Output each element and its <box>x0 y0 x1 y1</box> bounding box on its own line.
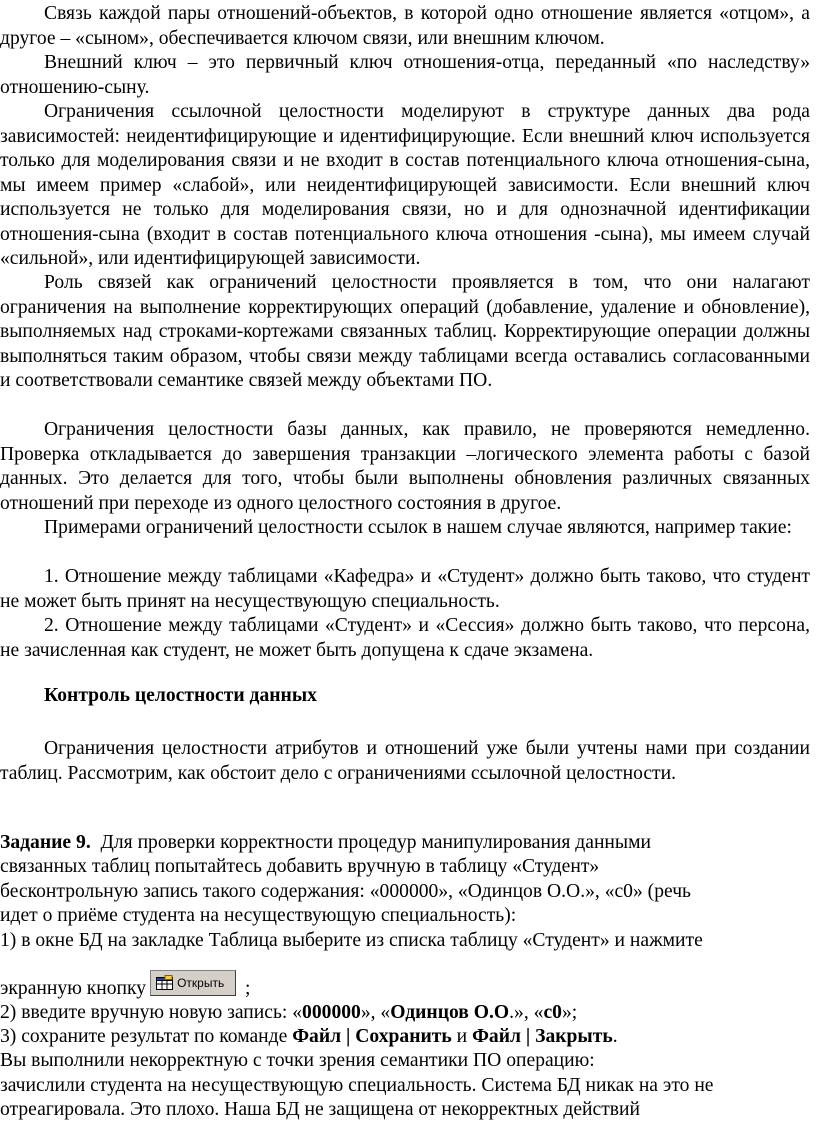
open-table-icon <box>156 975 173 990</box>
task-line-2: связанных таблиц попытайтесь добавить вручную в таблицу «Студент» <box>0 856 600 877</box>
command-file-close: Файл | Закрыть <box>472 1026 613 1047</box>
section-heading: Контроль целостности данных <box>44 685 317 706</box>
list-item-2: 2. Отношение между таблицами «Студент» и «Сессия» должно быть таково, что персона, не зачисленная как студент, не может быть допущена к сдаче экзамена. <box>0 615 810 661</box>
result-line-3: отреагировала. Это плохо. Наша БД не защищена от некорректных действий <box>0 1099 641 1120</box>
paragraph-attribute-constraints: Ограничения целостности атрибутов и отношений уже были учтены нами при создании таблиц. Рассмотрим, как обстоит дело с ограничениями ссылочной целостности. <box>0 738 810 784</box>
command-file-save: Файл | Сохранить <box>292 1026 452 1047</box>
result-line-1: Вы выполнили некорректную с точки зрения семантики ПО операцию: <box>0 1050 595 1071</box>
task-line-1: Задание 9. Для проверки корректности процедур манипулирования данными <box>0 832 651 853</box>
paragraph-foreign-key-definition: Внешний ключ – это первичный ключ отношения-отца, переданный «по наследству» отношению-сыну. <box>0 52 810 98</box>
task-step-1-button-line: экранную кнопку Открыть ; <box>0 970 250 1002</box>
paragraph-foreign-key-link: Связь каждой пары отношений-объектов, в которой одно отношение является «отцом», а другое – «сыном», обеспечивается ключом связи, или внешним ключом. <box>0 3 810 49</box>
open-button[interactable] <box>150 970 236 996</box>
paragraph-constraints-role: Роль связей как ограничений целостности проявляется в том, что они налагают ограничения на выполнение корректирующих операций (добавление, удаление и обновление), выполняемых над строками-кортежами связанных таблиц. Корректирующие операции должны выполняться таким образом, чтобы связи между таблицами всегда оставались согласованными и соответствовали семантике связей между объектами ПО. <box>0 272 810 391</box>
task-step-1: 1) в окне БД на закладке Таблица выберите из списка таблицу «Студент» и нажмите <box>0 930 703 951</box>
task-step-2: 2) введите вручную новую запись: «000000», «Одинцов О.О.», «с0»; <box>0 1002 578 1023</box>
task-line-3: бесконтрольную запись такого содержания: «000000», «Одинцов О.О.», «с0» (речь <box>0 881 691 902</box>
list-item-1: 1. Отношение между таблицами «Кафедра» и «Студент» должно быть таково, что студент не может быть принят на несуществующую специальность. <box>0 566 810 612</box>
open-button-label: Открыть <box>177 976 225 990</box>
paragraph-examples-intro: Примерами ограничений целостности ссылок в нашем случае являются, например такие: <box>44 517 792 538</box>
paragraph-deferred-check: Ограничения целостности базы данных, как правило, не проверяются немедленно. Проверка откладывается до завершения транзакции –логического элемента работы с базой данных. Это делается для того, чтобы были выполнены обновления различных связанных отношений при переходе из одного целостного состояния в другое. <box>0 419 810 514</box>
paragraph-referential-integrity: Ограничения ссылочной целостности моделируют в структуре данных два рода зависимостей: неидентифицирующие и идентифицирующие. Если внешний ключ используется только для моделирования связи и не входит в состав потенциального ключа отношения-сына, мы имеем пример «слабой», или неидентифицирующей зависимости. Если внешний ключ используется не только для моделирования связи, но и для однозначной идентификации отношения-сына (входит в состав потенциального ключа отношения -сына), мы имеем случай «сильной», или идентифицирующей зависимости. <box>0 101 810 269</box>
task-line-4: идет о приёме студента на несуществующую специальность): <box>0 905 517 926</box>
result-line-2: зачислили студента на несуществующую специальность. Система БД никак на это не <box>0 1075 714 1096</box>
task-step-3: 3) сохраните результат по команде Файл | Сохранить и Файл | Закрыть. <box>0 1026 618 1047</box>
task-label: Задание 9. <box>0 832 91 853</box>
